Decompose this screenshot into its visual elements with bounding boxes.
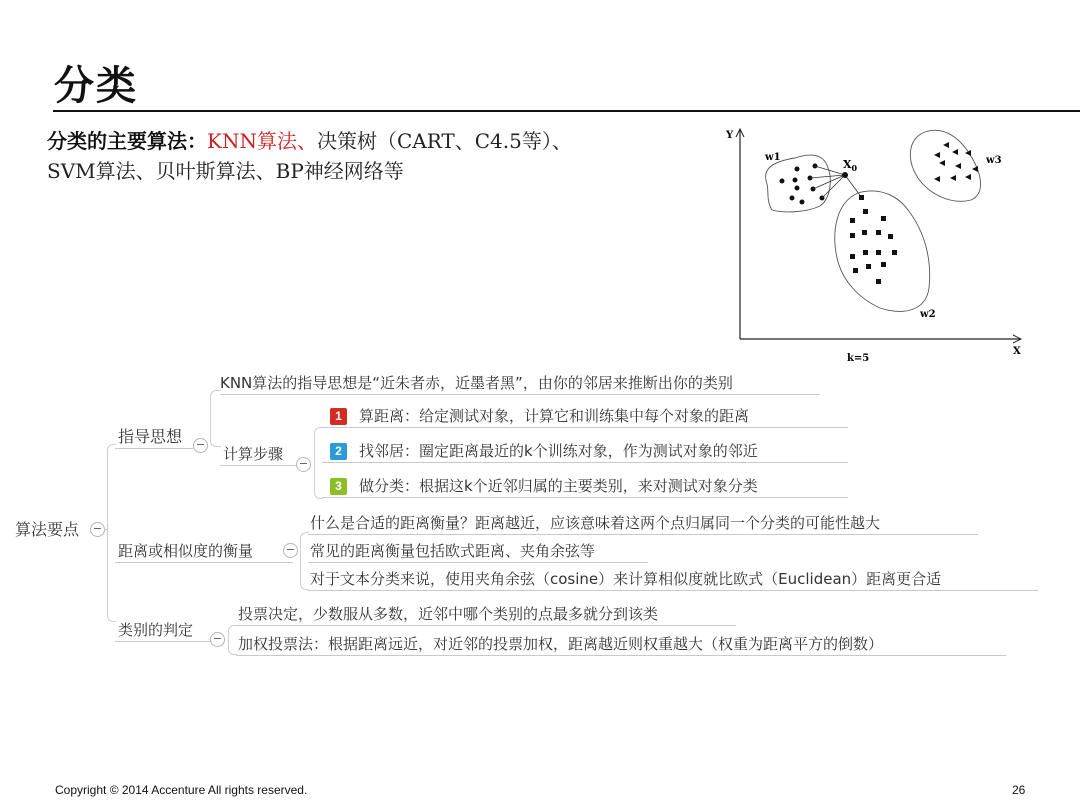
branch-class-decision-label: 类别的判定 xyxy=(118,621,194,639)
branch-guiding-idea[interactable] xyxy=(115,424,193,449)
distance-item-2 xyxy=(308,540,648,563)
cluster-w3-label: w3 xyxy=(986,155,1002,166)
mindmap-root: 算法要点 xyxy=(15,520,80,539)
distance-item-1 xyxy=(308,512,978,535)
page-number: 26 xyxy=(1012,783,1026,797)
decision-item-1-text: 投票决定，少数服从多数，近邻中哪个类别的点最多就分到该类 xyxy=(238,605,659,623)
k-label: k=5 xyxy=(847,353,870,364)
distance-item-2-text: 常见的距离衡量包括欧式距离、夹角余弦等 xyxy=(310,542,596,560)
branch-calc-steps[interactable] xyxy=(220,443,296,466)
copyright-notice: Copyright © 2014 Accenture All rights reserved. xyxy=(55,783,308,797)
w1-points xyxy=(780,164,825,205)
intro-lead: 分类的主要算法： xyxy=(47,129,207,153)
distance-item-3-text: 对于文本分类来说，使用夹角余弦（cosine）来计算相似度就比欧式（Euclidean）距离更合适 xyxy=(310,570,942,588)
intro-highlight-knn: KNN算法、 xyxy=(207,129,317,153)
collapse-guiding-idea-toggle[interactable]: − xyxy=(193,438,208,453)
step-1-text: 算距离：给定测试对象，计算它和训练集中每个对象的距离 xyxy=(359,407,750,425)
knn-guiding-principle-text: KNN算法的指导思想是“近朱者赤，近墨者黑”，由你的邻居来推断出你的类别 xyxy=(220,374,733,392)
collapse-calc-steps-toggle[interactable]: − xyxy=(296,457,311,472)
step-1-badge: 1 xyxy=(330,408,347,425)
y-axis-label: Y xyxy=(726,130,734,141)
slide-title: 分类 xyxy=(54,62,138,109)
collapse-root-toggle[interactable]: − xyxy=(90,522,105,537)
w3-points xyxy=(934,142,978,182)
decision-item-2-text: 加权投票法：根据距离远近，对近邻的投票加权，距离越近则权重越大（权重为距离平方的倒数） xyxy=(238,635,884,653)
step-3-badge: 3 xyxy=(330,478,347,495)
intro-rest: 决策树（CART、C4.5等）、 xyxy=(316,129,572,153)
distance-item-3 xyxy=(308,568,1038,591)
branch-distance-measure[interactable] xyxy=(115,540,293,563)
distance-item-1-text: 什么是合适的距离衡量？距离越近，应该意味着这两个点归属同一个分类的可能性越大 xyxy=(310,514,881,532)
knn-mindmap xyxy=(0,360,1080,660)
title-divider xyxy=(53,110,1080,112)
step-1 xyxy=(322,405,848,428)
branch-class-decision[interactable] xyxy=(115,619,211,642)
algorithm-intro xyxy=(47,126,572,186)
step-3-text: 做分类：根据这k个近邻归属的主要类别，来对测试对象分类 xyxy=(359,477,758,495)
branch-distance-measure-label: 距离或相似度的衡量 xyxy=(118,542,254,560)
decision-item-2 xyxy=(236,633,1006,656)
knn-guiding-principle xyxy=(220,372,820,395)
cluster-w1-label: w1 xyxy=(765,152,781,163)
branch-guiding-idea-label: 指导思想 xyxy=(118,427,183,446)
guiding-idea-bracket xyxy=(210,390,221,447)
calc-steps-label: 计算步骤 xyxy=(223,445,284,463)
collapse-class-decision-toggle[interactable]: − xyxy=(210,632,225,647)
step-2-badge: 2 xyxy=(330,443,347,460)
collapse-distance-measure-toggle[interactable]: − xyxy=(283,543,298,558)
intro-line-1 xyxy=(47,126,572,156)
w2-points xyxy=(850,195,897,284)
query-point-x0 xyxy=(842,172,848,178)
root-branch-bracket xyxy=(107,444,116,622)
intro-line-2: SVM算法、贝叶斯算法、BP神经网络等 xyxy=(47,159,404,183)
step-2 xyxy=(322,440,848,463)
decision-item-1 xyxy=(236,603,736,626)
x-axis-label: X xyxy=(1013,346,1021,357)
cluster-w2-label: w2 xyxy=(920,309,936,320)
step-3 xyxy=(322,475,848,498)
step-2-text: 找邻居：圈定距离最近的k个训练对象，作为测试对象的邻近 xyxy=(359,442,758,460)
query-point-label: $X_0$ xyxy=(843,158,858,173)
knn-scatter-diagram xyxy=(700,120,1050,370)
